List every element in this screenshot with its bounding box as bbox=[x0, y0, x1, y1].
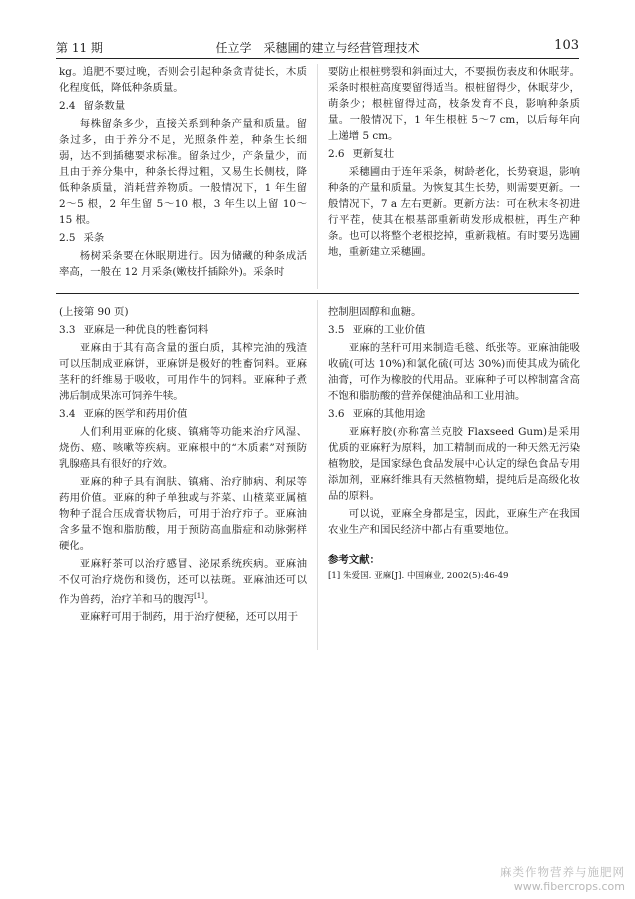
section-heading-3-3 bbox=[59, 322, 307, 338]
watermark-site-name: 麻类作物营养与施肥网 bbox=[500, 865, 625, 879]
section-heading-2-6 bbox=[328, 146, 580, 162]
paragraph: 每株留条多少，直接关系到种条产量和质量。留条过多，由于养分不足，光照条件差，种条生长细弱，达不到插穗要求标准。留条过少，产条量少，而且由于养分集中，种条长得过粗，又易生长侧枝，降低种条质量，消耗营养物质。一般情况下，1 年生留 2～5 根，2 年生留 5～10 根，3 年生以上留 10～15 根。 bbox=[59, 118, 307, 226]
paragraph: 亚麻籽可用于制药，用于治疗便秘，还可以用于 bbox=[79, 611, 298, 624]
section-number: 3.4 bbox=[59, 408, 76, 420]
paragraph: 亚麻由于其有高含量的蛋白质，其榨完油的残渣可以压制成亚麻饼，亚麻饼是极好的牲畜饲料。亚麻茎秆的纤维易于吸收，可用作牛的饲料。亚麻种子煮沸后制成果冻可饲养牛犊。 bbox=[59, 342, 307, 402]
section-heading-2-5 bbox=[59, 230, 307, 246]
section-heading-3-5 bbox=[328, 322, 580, 338]
section-heading-2-4 bbox=[59, 98, 307, 114]
section-number: 2.4 bbox=[59, 100, 76, 112]
paragraph-text: 亚麻籽茶可以治疗感冒、泌尿系统疾病。亚麻油不仅可治疗烧伤和烫伤，还可以祛斑。亚麻油还可以作为兽药，治疗羊和马的腹泻 bbox=[59, 558, 307, 606]
section-number: 3.3 bbox=[59, 324, 76, 336]
paragraph: 杨树采条要在休眠期进行。因为储藏的种条成活率高，一般在 12 月采条(嫩枝扦插除外)。采条时 bbox=[59, 250, 307, 278]
references-title: 参考文献： bbox=[328, 554, 380, 566]
page-number: 103 bbox=[554, 38, 579, 53]
top-right-column bbox=[328, 64, 580, 262]
section-number: 2.5 bbox=[59, 232, 76, 244]
section-heading-3-6 bbox=[328, 406, 580, 422]
reference-item: [1] 朱爱国. 亚麻[J]. 中国麻业, 2002(5):46-49 bbox=[328, 571, 509, 581]
watermark-url: www.fibercrops.com bbox=[513, 880, 625, 893]
paragraph: 要防止根桩劈裂和斜面过大，不要损伤表皮和休眠芽。采条时根桩高度要留得适当。根桩留得少，休眠芽少，萌条少；根桩留得过高，枝条发育不良，影响种条质量。一般情况下，1 年生根桩 5～7 cm，以后每年向上递增 5 cm。 bbox=[328, 66, 580, 142]
article-separator-rule bbox=[56, 293, 579, 294]
header-rule bbox=[56, 58, 579, 59]
section-heading-3-4 bbox=[59, 406, 307, 422]
section-title: 采条 bbox=[83, 232, 105, 244]
section-title: 亚麻是一种优良的牲畜饲料 bbox=[83, 324, 209, 336]
paragraph: 控制胆固醇和血糖。 bbox=[328, 306, 422, 318]
page-header bbox=[56, 36, 579, 58]
paragraph: kg。追肥不要过晚，否则会引起种条贪青徒长，木质化程度低，降低种条质量。 bbox=[59, 66, 307, 94]
section-title: 更新复壮 bbox=[352, 148, 395, 160]
top-left-column bbox=[59, 64, 307, 282]
paragraph: 人们利用亚麻的化痰、镇痛等功能来治疗风湿、烧伤、癌、咳嗽等疾病。亚麻根中的“木质素”对预防乳腺癌具有很好的疗效。 bbox=[59, 426, 307, 470]
citation-marker: [1] bbox=[194, 592, 204, 600]
bottom-right-column bbox=[328, 304, 580, 584]
section-title: 亚麻的医学和药用价值 bbox=[83, 408, 188, 420]
column-gap-bottom bbox=[317, 300, 318, 650]
section-number: 3.5 bbox=[328, 324, 345, 336]
paragraph: 可以说，亚麻全身都是宝，因此，亚麻生产在我国农业生产和国民经济中都占有重要地位。 bbox=[328, 508, 580, 536]
section-number: 3.6 bbox=[328, 408, 345, 420]
continued-from-label: (上接第 90 页) bbox=[59, 306, 129, 318]
paragraph: 亚麻籽胶(亦称富兰克胶 Flaxseed Gum)是采用优质的亚麻籽为原料，加工精制而成的一种天然无污染植物胶，是国家绿色食品发展中心认定的绿色食品专用添加剂，亚麻纤维具有天然植物蜡，提纯后是高级化妆品的原料。 bbox=[328, 426, 580, 502]
issue-label: 第 11 期 bbox=[56, 41, 103, 55]
section-number: 2.6 bbox=[328, 148, 345, 160]
site-watermark bbox=[500, 864, 625, 893]
section-title: 亚麻的工业价值 bbox=[352, 324, 426, 336]
column-gap-top bbox=[317, 64, 318, 289]
section-title: 亚麻的其他用途 bbox=[352, 408, 426, 420]
paragraph: 亚麻的种子具有润肤、镇痛、治疗肺病、利尿等药用价值。亚麻的种子单独或与芥菜、山楂菜亚属植物种子混合压成膏状物后，可用于治疗疖子。亚麻油含多量不饱和脂肪酸，用于预防高血脂症和动脉粥样硬化。 bbox=[59, 476, 307, 552]
paragraph: 亚麻的茎秆可用来制造毛毯、纸张等。亚麻油能吸收硫(可达 10%)和氯化硫(可达 30%)而使其成为硫化油膏，可作为橡胶的代用品。亚麻种子可以榨制富含高不饱和脂肪酸的营养保健油品和工业用油。 bbox=[328, 342, 580, 402]
paragraph-with-citation: 亚麻籽茶可以治疗感冒、泌尿系统疾病。亚麻油不仅可治疗烧伤和烫伤，还可以祛斑。亚麻油还可以作为兽药，治疗羊和马的腹泻[1]。 bbox=[59, 558, 307, 606]
paragraph: 采穗圃由于连年采条，树龄老化，长势衰退，影响种条的产量和质量。为恢复其生长势，则需要更新。一般情况下，7 a 左右更新。更新方法：可在秋末冬初进行平茬，使其在根基部重新萌发形成根桩，再生产种条。也可以将整个老根挖掉，重新栽植。有时要另选圃地，重新建立采穗圃。 bbox=[328, 166, 580, 258]
bottom-left-column bbox=[59, 304, 307, 627]
running-title: 任立学 采穗圃的建立与经营管理技术 bbox=[215, 41, 420, 55]
section-title: 留条数量 bbox=[83, 100, 126, 112]
